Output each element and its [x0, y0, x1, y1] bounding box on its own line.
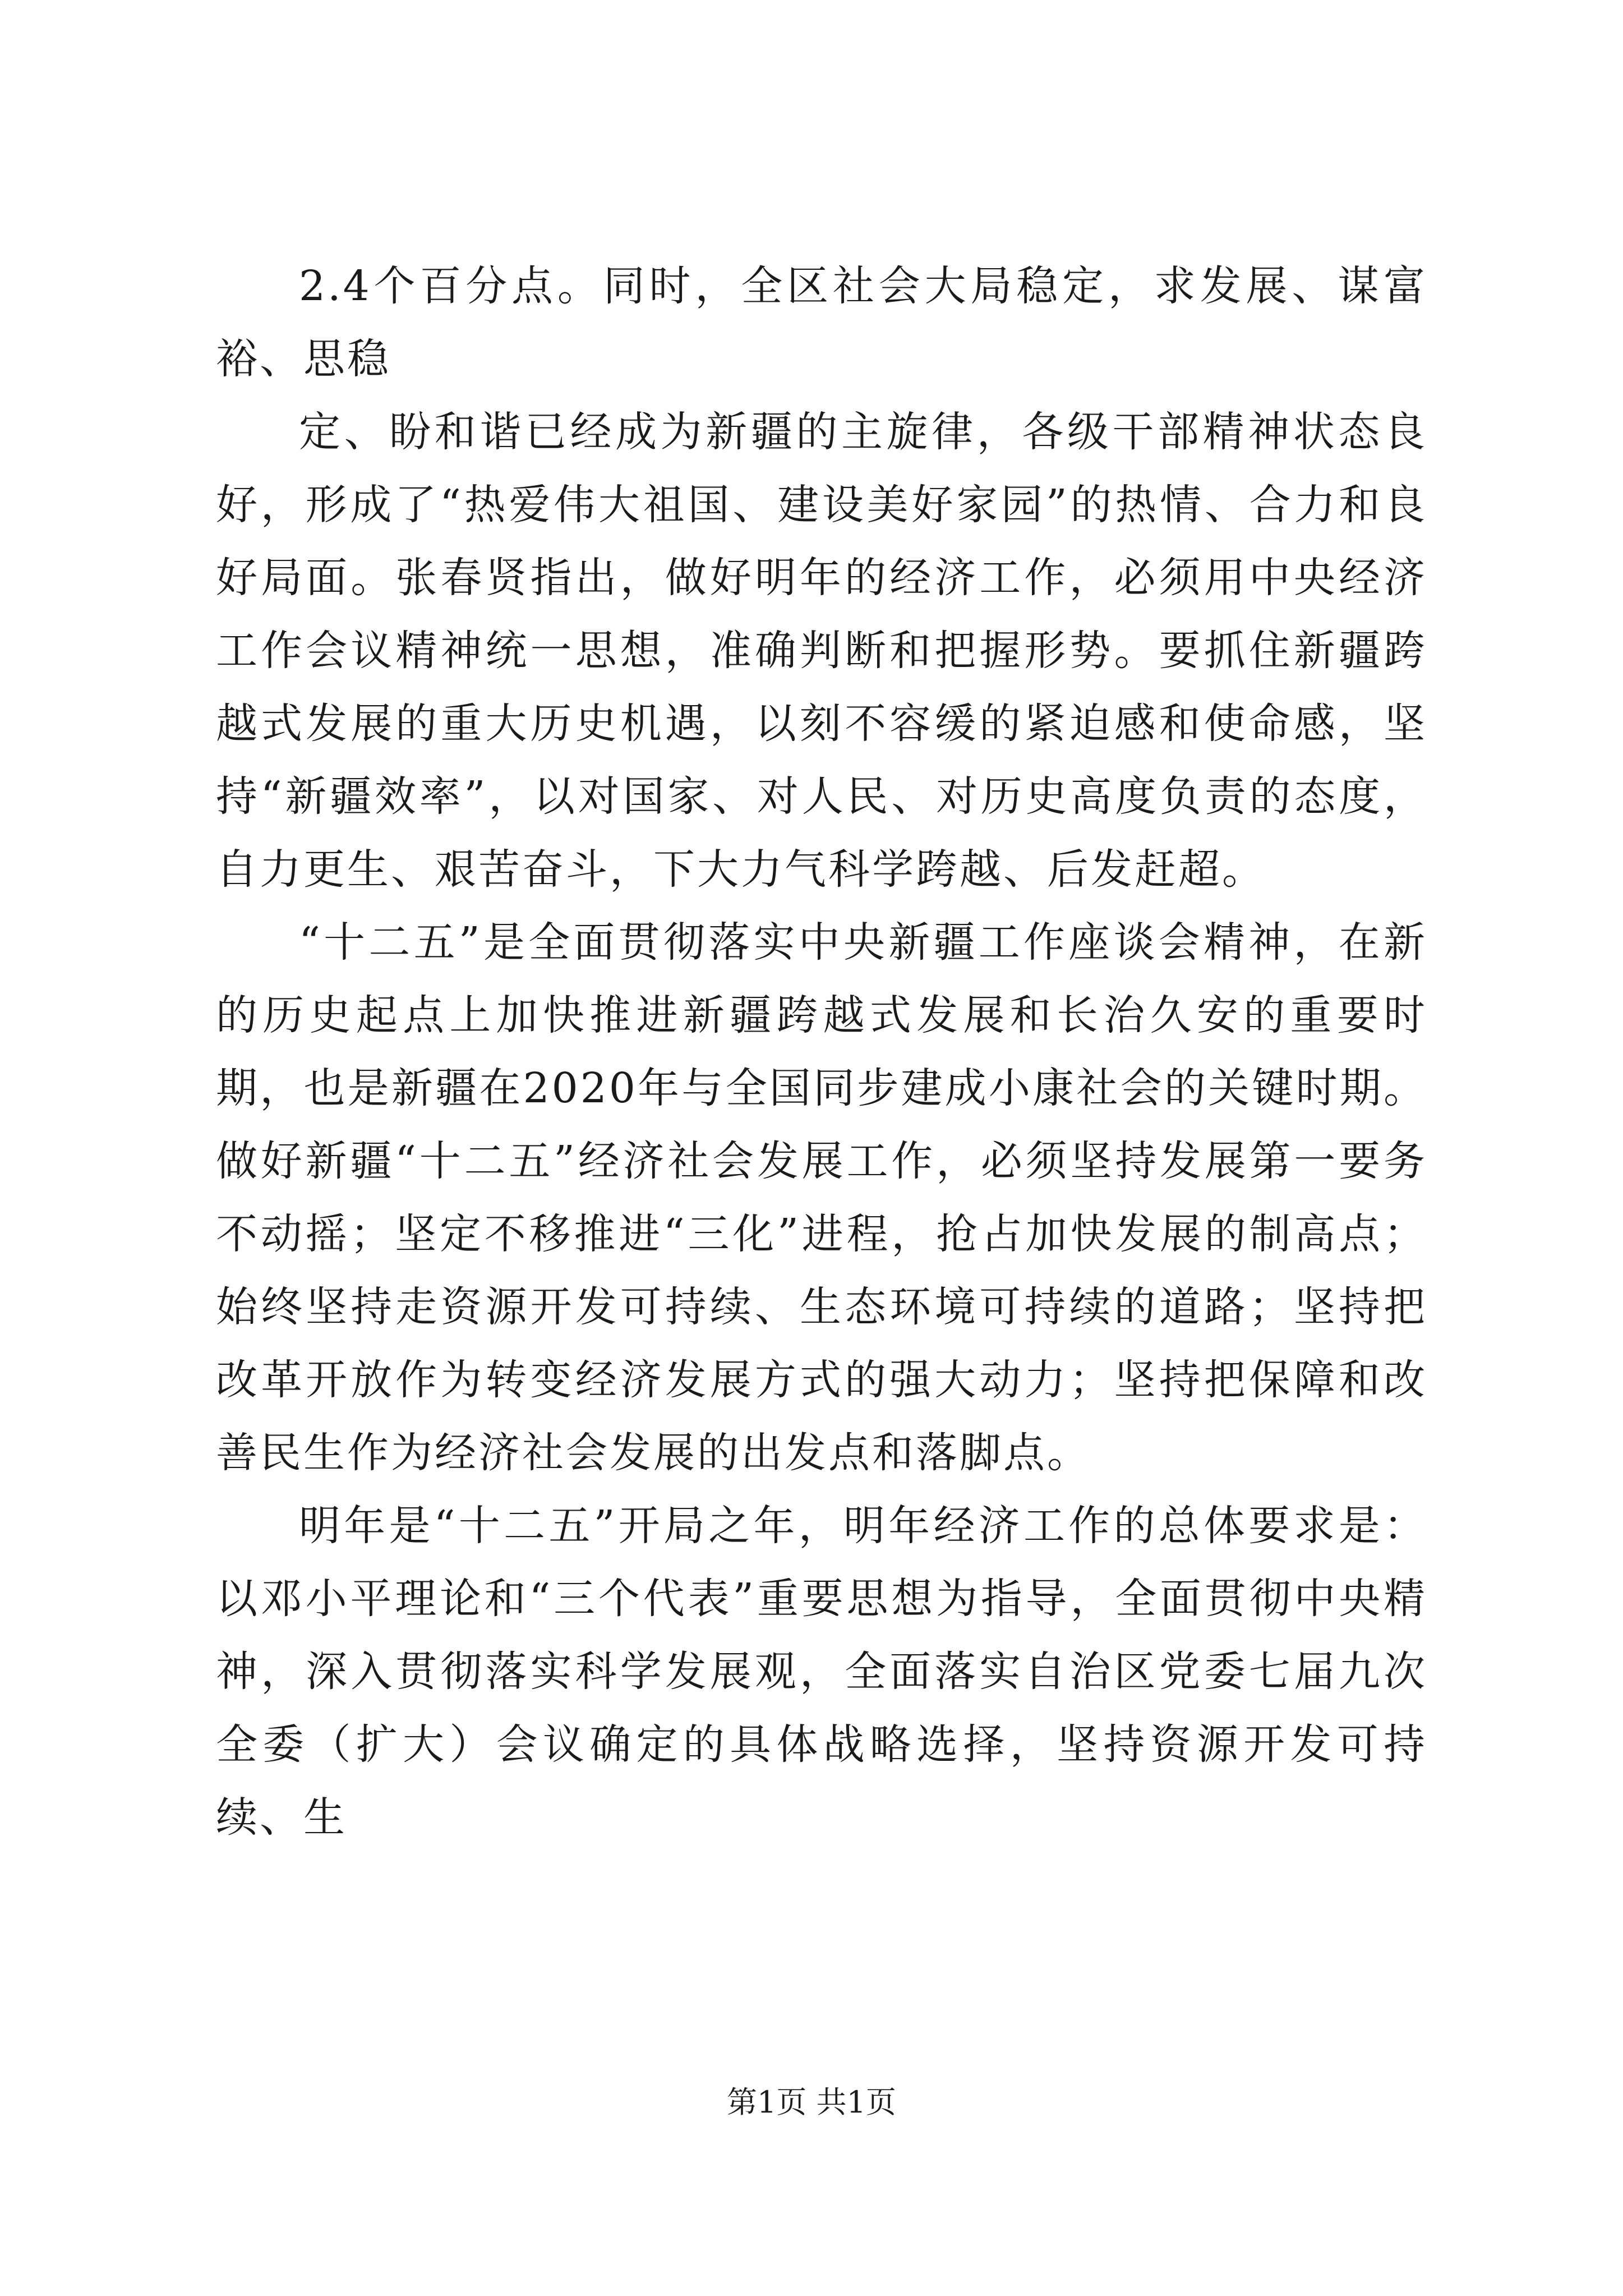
- paragraph-1: 2.4个百分点。同时，全区社会大局稳定，求发展、谋富裕、思稳: [216, 262, 1427, 383]
- paragraph-4: 明年是“十二五”开局之年，明年经济工作的总体要求是：以邓小平理论和“三个代表”重要思想为指导，全面贯彻中央精神，深入贯彻落实科学发展观，全面落实自治区党委七届九次全委（扩大）会议确定的具体战略选择，坚持资源开发可持续、生: [216, 1502, 1427, 1842]
- paragraph-2: 定、盼和谐已经成为新疆的主旋律，各级干部精神状态良好，形成了“热爱伟大祖国、建设美好家园”的热情、合力和良好局面。张春贤指出，做好明年的经济工作，必须用中央经济工作会议精神统一思想，准确判断和把握形势。要抓住新疆跨越式发展的重大历史机遇，以刻不容缓的紧迫感和使命感，坚持“新疆效率”，以对国家、对人民、对历史高度负责的态度，自力更生、艰苦奋斗，下大力气科学跨越、后发赶超。: [216, 408, 1427, 894]
- paragraph-3: “十二五”是全面贯彻落实中央新疆工作座谈会精神，在新的历史起点上加快推进新疆跨越式发展和长治久安的重要时期，也是新疆在2020年与全国同步建成小康社会的关键时期。做好新疆“十二五”经济社会发展工作，必须坚持发展第一要务不动摇；坚定不移推进“三化”进程，抢占加快发展的制高点；始终坚持走资源开发可持续、生态环境可持续的道路；坚持把改革开放作为转变经济发展方式的强大动力；坚持把保障和改善民生作为经济社会发展的出发点和落脚点。: [216, 918, 1427, 1477]
- document-body: [216, 250, 1427, 1854]
- page-footer: 第1页 共1页: [727, 2085, 896, 2120]
